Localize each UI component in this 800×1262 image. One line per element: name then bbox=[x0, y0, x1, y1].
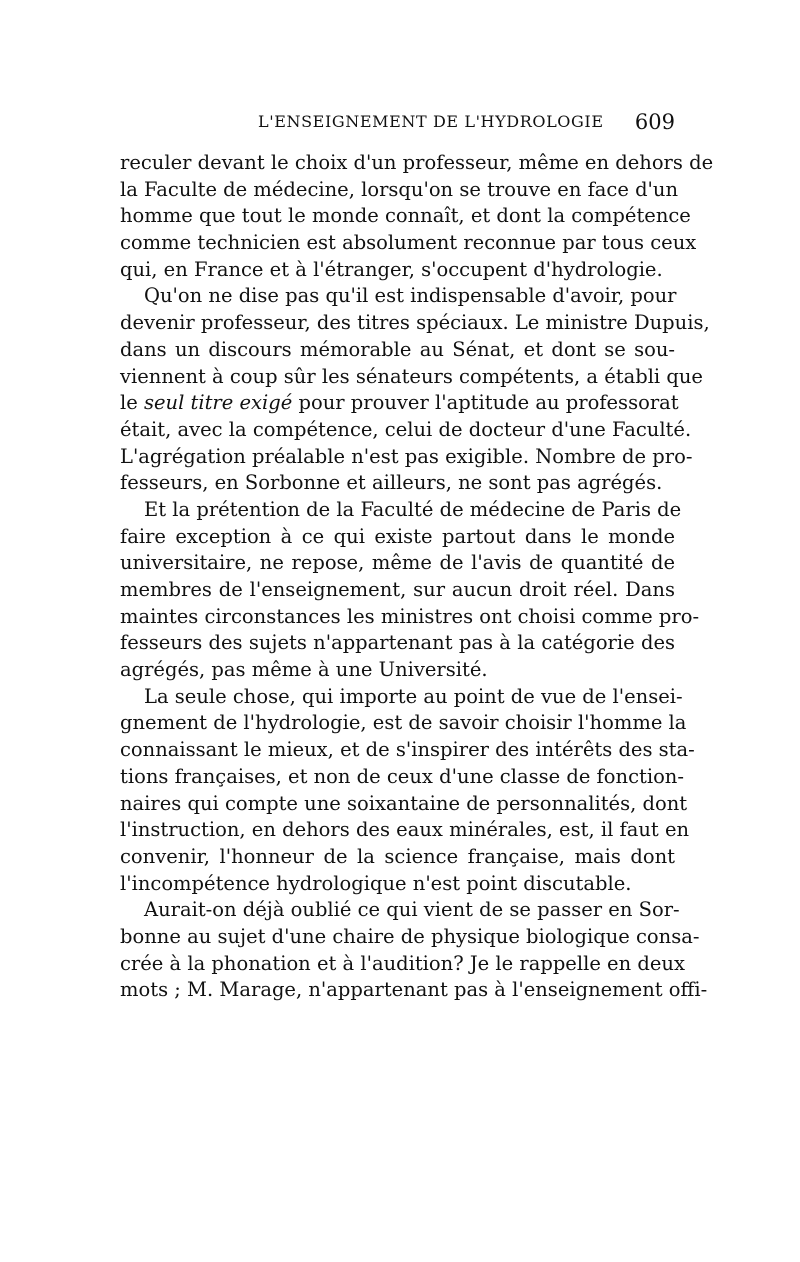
text-line: connaissant le mieux, et de s'inspirer des intérêts des sta- bbox=[120, 738, 695, 762]
text-line: gnement de l'hydrologie, est de savoir choisir l'homme la bbox=[120, 711, 687, 735]
text-line: dans un discours mémorable au Sénat, et dont se sou- bbox=[120, 337, 675, 361]
text-line: maintes circonstances les ministres ont choisi comme pro- bbox=[120, 604, 700, 628]
text-line: fesseurs, en Sorbonne et ailleurs, ne sont pas agrégés. bbox=[120, 471, 663, 495]
text-line: était, avec la compétence, celui de docteur d'une Faculté. bbox=[120, 417, 692, 441]
text-line: reculer devant le choix d'un professeur, même en dehors de bbox=[120, 151, 714, 174]
text-line: fesseurs des sujets n'appartenant pas à la catégorie des bbox=[120, 631, 675, 655]
page-number: 609 bbox=[634, 110, 675, 134]
text-line: crée à la phonation et à l'audition? Je le rappelle en deux bbox=[120, 951, 685, 975]
text-line: agrégés, pas même à une Université. bbox=[120, 658, 488, 682]
text-line: Qu'on ne dise pas qu'il est indispensable d'avoir, pour bbox=[144, 284, 677, 308]
text-line: L'agrégation préalable n'est pas exigible. Nombre de pro- bbox=[120, 444, 693, 468]
text-line: La seule chose, qui importe au point de vue de l'ensei- bbox=[144, 684, 683, 708]
text-line: la Faculte de médecine, lorsqu'on se trouve en face d'un bbox=[120, 177, 679, 201]
emphasized-text: seul titre exigé bbox=[143, 391, 293, 415]
text-line: l'instruction, en dehors des eaux minérales, est, il faut en bbox=[120, 818, 690, 842]
text-fragment: le bbox=[120, 391, 138, 415]
text-line: membres de l'enseignement, sur aucun droit réel. Dans bbox=[120, 578, 675, 601]
text-line-with-emphasis bbox=[120, 390, 679, 417]
text-fragment: pour prouver l'aptitude au professorat bbox=[298, 391, 679, 415]
text-line: comme technicien est absolument reconnue par tous ceux bbox=[120, 231, 697, 255]
text-line: naires qui compte une soixantaine de personnalités, dont bbox=[120, 791, 688, 815]
text-line: faire exception à ce qui existe partout dans le monde bbox=[120, 524, 675, 548]
text-line: universitaire, ne repose, même de l'avis de quantité de bbox=[120, 551, 675, 575]
text-line: l'incompétence hydrologique n'est point discutable. bbox=[120, 871, 632, 895]
text-line: bonne au sujet d'une chaire de physique biologique consa- bbox=[120, 924, 700, 948]
text-line: qui, en France et à l'étranger, s'occupent d'hydrologie. bbox=[120, 257, 663, 281]
body-text bbox=[120, 150, 714, 1004]
running-title: L'ENSEIGNEMENT DE L'HYDROLOGIE bbox=[258, 112, 604, 131]
text-line: Et la prétention de la Faculté de médecine de Paris de bbox=[144, 497, 682, 521]
page-header bbox=[120, 112, 675, 142]
text-line: homme que tout le monde connaît, et dont la compétence bbox=[120, 204, 691, 228]
text-line: viennent à coup sûr les sénateurs compétents, a établi que bbox=[120, 364, 703, 388]
text-line: convenir, l'honneur de la science française, mais dont bbox=[120, 844, 675, 868]
text-line: mots ; M. Marage, n'appartenant pas à l'enseignement offi- bbox=[120, 978, 708, 1002]
text-line: Aurait-on déjà oublié ce qui vient de se passer en Sor- bbox=[144, 898, 680, 922]
text-line: tions françaises, et non de ceux d'une classe de fonction- bbox=[120, 764, 684, 788]
text-line: devenir professeur, des titres spéciaux. Le ministre Dupuis, bbox=[120, 311, 710, 335]
